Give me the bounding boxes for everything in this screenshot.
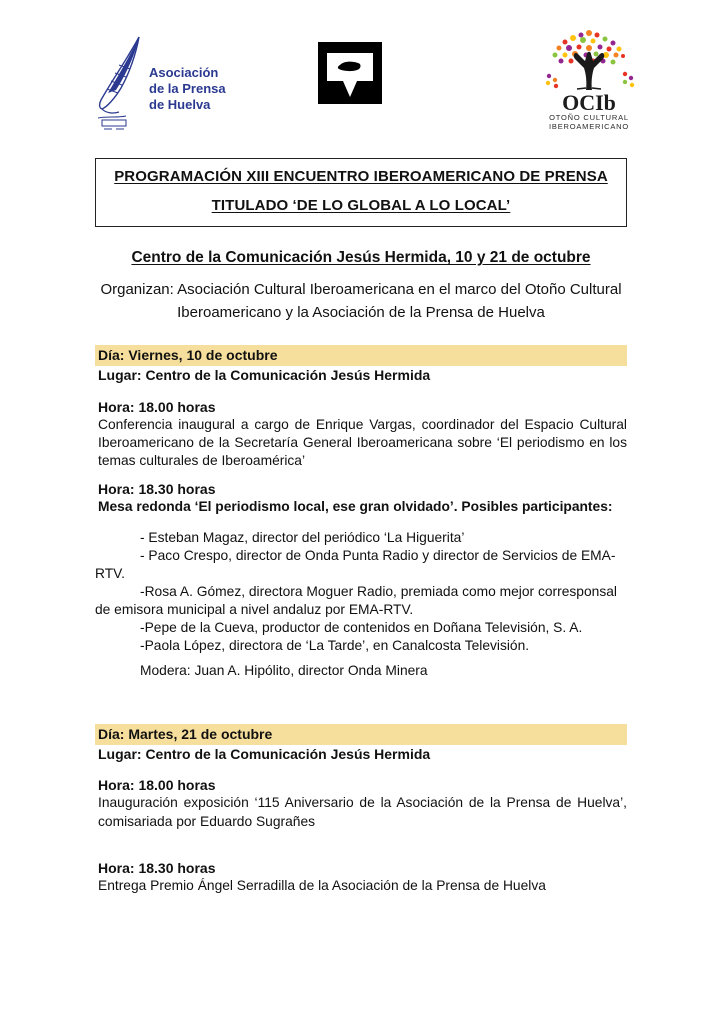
ocib-subtitle-line2: IBEROAMERICANO xyxy=(549,122,629,131)
aph-logo-line: Asociación xyxy=(149,64,219,80)
moderator-line: Modera: Juan A. Hipólito, director Onda Minera xyxy=(140,663,428,678)
title-line-2: TITULADO ‘DE LO GLOBAL A LO LOCAL’ xyxy=(211,197,511,214)
ocib-logo xyxy=(533,28,645,131)
day-banner: Día: Martes, 21 de octubre xyxy=(95,724,627,745)
ocib-acronym: OCIb xyxy=(562,90,616,115)
title-box xyxy=(95,158,627,227)
event-description: Inauguración exposición ‘115 Aniversario de la Asociación de la Prensa de Huelva’, comisariada por Eduardo Sugrañes xyxy=(98,795,627,829)
aph-logo-line: de la Prensa xyxy=(149,80,226,96)
quill-icon xyxy=(93,34,145,135)
participant-item: - Esteban Magaz, director del periódico ‘La Higuerita’ xyxy=(140,530,465,545)
event-description: Conferencia inaugural a cargo de Enrique Vargas, coordinador del Espacio Cultural Iberoamericano de la Secretaría General Iberoamericana sobre ‘El periodismo en los temas culturales de Iberoamérica’ xyxy=(98,417,627,468)
event-description: Entrega Premio Ángel Serradilla de la Asociación de la Prensa de Huelva xyxy=(98,878,546,893)
ocib-subtitle-line1: OTOÑO CULTURAL xyxy=(549,113,629,122)
participant-item: - Paco Crespo, director de Onda Punta Radio y director de Servicios de EMA-RTV. xyxy=(95,548,616,581)
venue-heading: Centro de la Comunicación Jesús Hermida, 10 y 21 de octubre xyxy=(131,249,591,266)
organizers-text: Organizan: Asociación Cultural Iberoamericana en el marco del Otoño Cultural Iberoamericano y la Asociación de la Prensa de Huelva xyxy=(100,281,622,321)
time-heading: Hora: 18.00 horas xyxy=(98,399,216,415)
title-line-1: PROGRAMACIÓN XIII ENCUENTRO IBEROAMERICANO DE PRENSA xyxy=(114,168,608,185)
place-label: Lugar: Centro de la Comunicación Jesús Hermida xyxy=(98,746,431,762)
time-heading: Hora: 18.30 horas xyxy=(98,860,216,876)
time-heading: Hora: 18.30 horas xyxy=(98,481,216,497)
place-label: Lugar: Centro de la Comunicación Jesús Hermida xyxy=(98,367,431,383)
aph-logo-line: de Huelva xyxy=(149,96,211,112)
time-heading: Hora: 18.00 horas xyxy=(98,777,216,793)
participant-item: -Rosa A. Gómez, directora Moguer Radio, premiada como mejor corresponsal de emisora municipal a nivel andaluz por EMA-RTV. xyxy=(95,584,617,617)
aph-logo xyxy=(93,34,226,135)
content-column xyxy=(95,158,627,895)
event-description: Mesa redonda ‘El periodismo local, ese gran olvidado’. Posibles participantes: xyxy=(98,499,613,514)
participant-item: -Paola López, directora de ‘La Tarde’, en Canalcosta Televisión. xyxy=(140,638,530,653)
day-banner: Día: Viernes, 10 de octubre xyxy=(95,345,627,366)
section-friday xyxy=(95,345,627,680)
speech-bubble-icon xyxy=(318,42,382,109)
participant-item: -Pepe de la Cueva, productor de contenidos en Doñana Televisión, S. A. xyxy=(140,620,583,635)
participants-list xyxy=(95,529,627,655)
section-tuesday xyxy=(95,724,627,895)
aph-logo-text xyxy=(149,65,226,113)
